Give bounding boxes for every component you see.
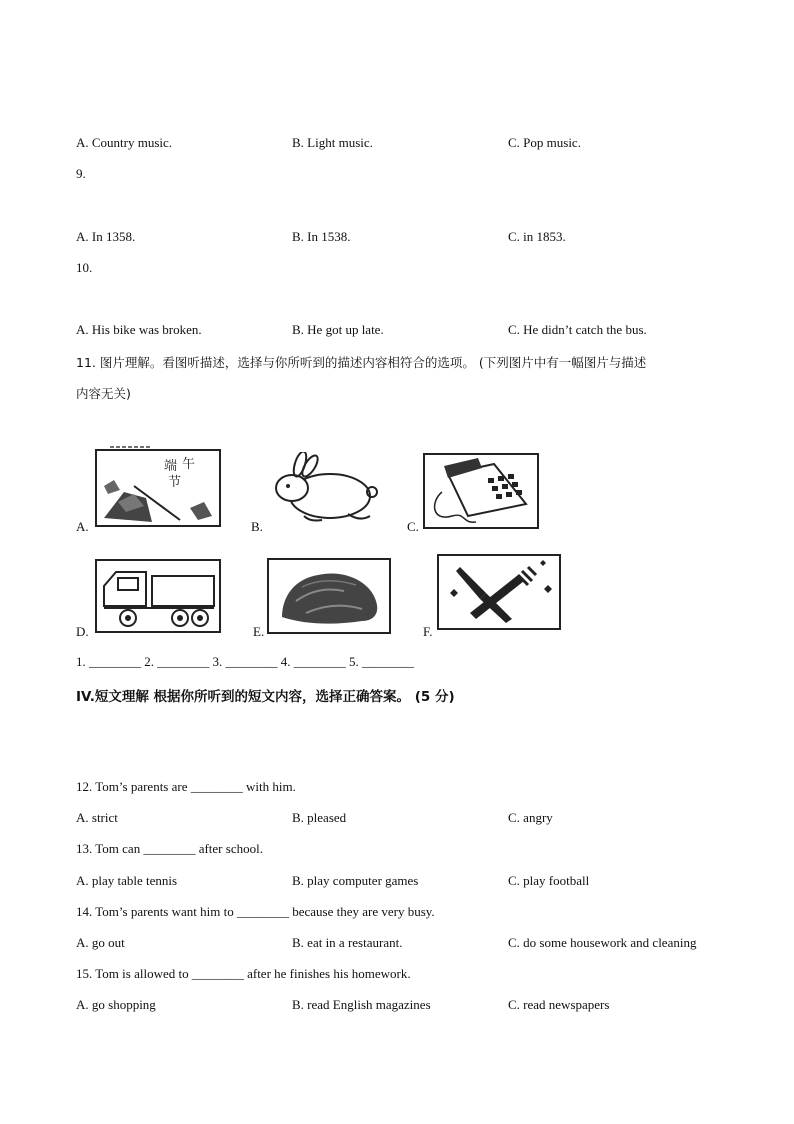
festival-text-1: 端 <box>164 459 178 474</box>
q15-option-b: B. read English magazines <box>292 997 431 1012</box>
q14-option-b: B. eat in a restaurant. <box>292 935 403 950</box>
q15-option-a: A. go shopping <box>76 997 156 1012</box>
dragon-boat-festival-icon <box>94 446 222 528</box>
festival-text-3: 节 <box>168 475 182 490</box>
q12-option-a: A. strict <box>76 810 118 825</box>
q12-stem: 12. Tom’s parents are ________ with him. <box>76 779 296 794</box>
q8-option-a: A. Country music. <box>76 135 173 150</box>
q11-instruction-line1: 11. 图片理解。看图听描述，选择与你所听到的描述内容相符合的选项。 (下列图片中有一幅图片与描述 <box>76 355 647 370</box>
q10-option-c: C. He didn’t catch the bus. <box>508 322 647 337</box>
q9-option-a: A. In 1358. <box>76 229 136 244</box>
q12-option-b: B. pleased <box>292 810 347 825</box>
q15-stem: 15. Tom is allowed to ________ after he finishes his homework. <box>76 966 411 981</box>
picture-label-e: E. <box>253 624 265 639</box>
q14-stem: 14. Tom’s parents want him to ________ because they are very busy. <box>76 904 435 919</box>
q9-option-c: C. in 1853. <box>508 229 566 244</box>
picture-label-b: B. <box>251 519 263 534</box>
picture-label-f: F. <box>423 624 433 639</box>
bush-icon <box>266 557 392 635</box>
knife-fork-icon <box>436 553 562 631</box>
q10-option-b: B. He got up late. <box>292 322 384 337</box>
telephone-icon <box>422 452 540 530</box>
q11-instruction-line2: 内容无关) <box>76 386 131 401</box>
q12-option-c: C. angry <box>508 810 553 825</box>
picture-label-a: A. <box>76 519 89 534</box>
q10-option-a: A. His bike was broken. <box>76 322 202 337</box>
q14-option-a: A. go out <box>76 935 125 950</box>
picture-label-d: D. <box>76 624 89 639</box>
q13-option-b: B. play computer games <box>292 873 419 888</box>
q13-stem: 13. Tom can ________ after school. <box>76 841 263 856</box>
section-iv-heading: IV.短文理解 根据你所听到的短文内容，选择正确答案。 (5 分) <box>76 689 455 705</box>
q15-option-c: C. read newspapers <box>508 997 610 1012</box>
q9-number: 9. <box>76 166 86 181</box>
festival-text-2: 午 <box>182 457 196 472</box>
picture-label-c: C. <box>407 519 419 534</box>
q11-answer-blanks: 1. ________ 2. ________ 3. ________ 4. ________ 5. ________ <box>76 654 414 669</box>
q8-option-b: B. Light music. <box>292 135 373 150</box>
q13-option-a: A. play table tennis <box>76 873 178 888</box>
q9-option-b: B. In 1538. <box>292 229 351 244</box>
q13-option-c: C. play football <box>508 873 590 888</box>
q8-option-c: C. Pop music. <box>508 135 581 150</box>
q14-option-c: C. do some housework and cleaning <box>508 935 697 950</box>
truck-icon <box>94 558 222 634</box>
q10-number: 10. <box>76 260 93 275</box>
rabbit-icon <box>266 452 378 528</box>
